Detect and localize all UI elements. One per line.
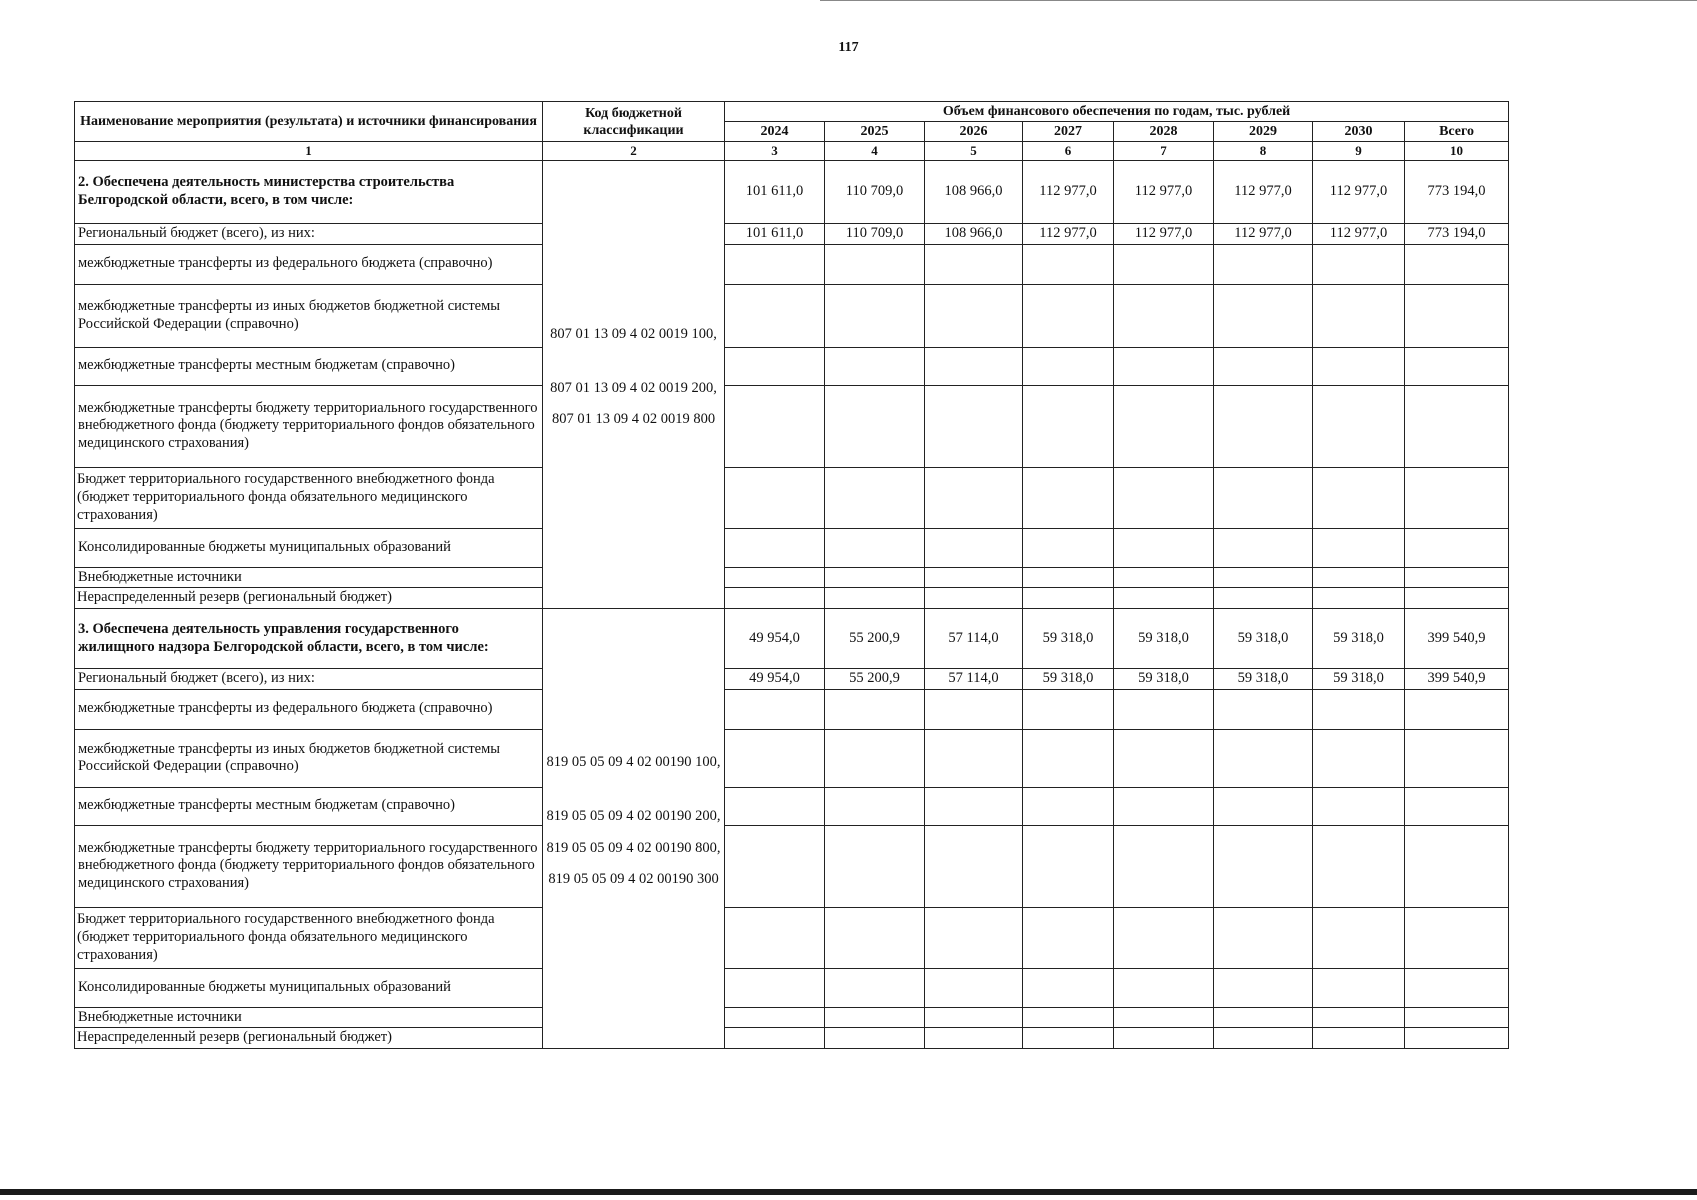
- sub-row: [75, 907, 1509, 968]
- value-cell: 110 709,0: [825, 224, 925, 245]
- header-row-1: [75, 102, 1509, 122]
- year-header: 2024: [725, 122, 825, 142]
- value-cell: 399 540,9: [1405, 669, 1509, 690]
- value-cell: 112 977,0: [1023, 161, 1114, 224]
- section-title: 3. Обеспечена деятельность управления государственного жилищного надзора Белгородской области, всего, в том числе:: [75, 609, 543, 669]
- value-cell: 59 318,0: [1114, 669, 1214, 690]
- value-cell: 59 318,0: [1214, 609, 1313, 669]
- section-title: 2. Обеспечена деятельность министерства строительства Белгородской области, всего, в том числе:: [75, 161, 543, 224]
- value-cell: 57 114,0: [925, 669, 1023, 690]
- value-cell: 108 966,0: [925, 161, 1023, 224]
- reserve-label: Нераспределенный резерв (региональный бюджет): [75, 1028, 543, 1049]
- value-cell: 112 977,0: [1023, 224, 1114, 245]
- value-cell: 57 114,0: [925, 609, 1023, 669]
- value-cell: 112 977,0: [1214, 224, 1313, 245]
- reserve-row: [75, 1028, 1509, 1049]
- value-cell: 773 194,0: [1405, 224, 1509, 245]
- column-number: 9: [1313, 142, 1405, 161]
- budget-code: 807 01 13 09 4 02 0019 100,: [550, 326, 717, 343]
- column-number: 2: [543, 142, 725, 161]
- budget-code-cell: [543, 161, 725, 609]
- reserve-label: Нераспределенный резерв (региональный бюджет): [75, 588, 543, 609]
- value-cell: 112 977,0: [1114, 224, 1214, 245]
- sub-row: [75, 385, 1509, 467]
- sub-row-label: Внебюджетные источники: [75, 567, 543, 588]
- regional-budget-label: Региональный бюджет (всего), из них:: [75, 224, 543, 245]
- sub-row: [75, 787, 1509, 825]
- sub-row-label: межбюджетные трансферты местным бюджетам (справочно): [75, 347, 543, 385]
- year-header: 2025: [825, 122, 925, 142]
- sub-row: [75, 347, 1509, 385]
- value-cell: 59 318,0: [1023, 609, 1114, 669]
- sub-row: [75, 1007, 1509, 1028]
- sub-row: [75, 968, 1509, 1007]
- column-number: 4: [825, 142, 925, 161]
- column-number-row: [75, 142, 1509, 161]
- value-cell: 112 977,0: [1114, 161, 1214, 224]
- total-header: Всего: [1405, 122, 1509, 142]
- sub-row-label: Внебюджетные источники: [75, 1007, 543, 1028]
- header-volume: Объем финансового обеспечения по годам, тыс. рублей: [725, 102, 1509, 122]
- reserve-row: [75, 588, 1509, 609]
- value-cell: 55 200,9: [825, 609, 925, 669]
- sub-row-label: межбюджетные трансферты из федерального бюджета (справочно): [75, 244, 543, 284]
- value-cell: 773 194,0: [1405, 161, 1509, 224]
- value-cell: 55 200,9: [825, 669, 925, 690]
- sub-row-label: межбюджетные трансферты местным бюджетам (справочно): [75, 787, 543, 825]
- sub-row-label: межбюджетные трансферты из иных бюджетов бюджетной системы Российской Федерации (справочно): [75, 284, 543, 347]
- value-cell: 101 611,0: [725, 161, 825, 224]
- regional-budget-label: Региональный бюджет (всего), из них:: [75, 669, 543, 690]
- value-cell: 59 318,0: [1313, 669, 1405, 690]
- sub-row-label: Консолидированные бюджеты муниципальных образований: [75, 528, 543, 567]
- value-cell: 112 977,0: [1214, 161, 1313, 224]
- sub-row: [75, 467, 1509, 528]
- value-cell: 49 954,0: [725, 609, 825, 669]
- budget-code-cell: [543, 609, 725, 1049]
- value-cell: 101 611,0: [725, 224, 825, 245]
- regional-budget-row: [75, 669, 1509, 690]
- value-cell: 399 540,9: [1405, 609, 1509, 669]
- header-name: Наименование мероприятия (результата) и источники финансирования: [75, 102, 543, 142]
- year-header: 2029: [1214, 122, 1313, 142]
- header-code: Код бюджетной классификации: [543, 102, 725, 142]
- budget-code: 807 01 13 09 4 02 0019 200,: [550, 379, 717, 396]
- sub-row: [75, 244, 1509, 284]
- year-header: 2026: [925, 122, 1023, 142]
- value-cell: 112 977,0: [1313, 161, 1405, 224]
- sub-row-label: Бюджет территориального государственного внебюджетного фонда (бюджет территориального фонда обязательного медицинского страхования): [75, 907, 543, 968]
- column-number: 6: [1023, 142, 1114, 161]
- sub-row-label: Бюджет территориального государственного внебюджетного фонда (бюджет территориального фонда обязательного медицинского страхования): [75, 467, 543, 528]
- value-cell: 59 318,0: [1023, 669, 1114, 690]
- bottom-rule: [0, 1189, 1697, 1195]
- sub-row: [75, 825, 1509, 907]
- sub-row: [75, 284, 1509, 347]
- sub-row-label: Консолидированные бюджеты муниципальных образований: [75, 968, 543, 1007]
- regional-budget-row: [75, 224, 1509, 245]
- page-number: 117: [838, 40, 859, 55]
- section-total-row: [75, 609, 1509, 669]
- budget-code: 807 01 13 09 4 02 0019 800: [551, 411, 716, 428]
- value-cell: 59 318,0: [1313, 609, 1405, 669]
- sub-row-label: межбюджетные трансферты бюджету территориального государственного внебюджетного фонда (бюджету территориального фондов обязательного медицинского страхования): [75, 385, 543, 467]
- sub-row-label: межбюджетные трансферты из федерального бюджета (справочно): [75, 689, 543, 729]
- sub-row: [75, 729, 1509, 787]
- budget-code: 819 05 05 09 4 02 00190 100,: [546, 754, 721, 771]
- column-number: 8: [1214, 142, 1313, 161]
- section-total-row: [75, 161, 1509, 224]
- column-number: 3: [725, 142, 825, 161]
- column-number: 1: [75, 142, 543, 161]
- value-cell: 112 977,0: [1313, 224, 1405, 245]
- sub-row-label: межбюджетные трансферты бюджету территориального государственного внебюджетного фонда (бюджету территориального фондов обязательного медицинского страхования): [75, 825, 543, 907]
- sub-row: [75, 528, 1509, 567]
- column-number: 10: [1405, 142, 1509, 161]
- value-cell: 59 318,0: [1114, 609, 1214, 669]
- column-number: 5: [925, 142, 1023, 161]
- budget-code: 819 05 05 09 4 02 00190 300: [548, 871, 719, 888]
- value-cell: 108 966,0: [925, 224, 1023, 245]
- year-header: 2028: [1114, 122, 1214, 142]
- year-header: 2030: [1313, 122, 1405, 142]
- sub-row-label: межбюджетные трансферты из иных бюджетов бюджетной системы Российской Федерации (справочно): [75, 729, 543, 787]
- budget-code: 819 05 05 09 4 02 00190 200,: [546, 807, 721, 824]
- year-header: 2027: [1023, 122, 1114, 142]
- financing-table: [74, 101, 1509, 1049]
- value-cell: 59 318,0: [1214, 669, 1313, 690]
- value-cell: 110 709,0: [825, 161, 925, 224]
- top-rule: [820, 0, 1697, 1]
- value-cell: 49 954,0: [725, 669, 825, 690]
- column-number: 7: [1114, 142, 1214, 161]
- sub-row: [75, 567, 1509, 588]
- sub-row: [75, 689, 1509, 729]
- budget-code: 819 05 05 09 4 02 00190 800,: [546, 839, 721, 856]
